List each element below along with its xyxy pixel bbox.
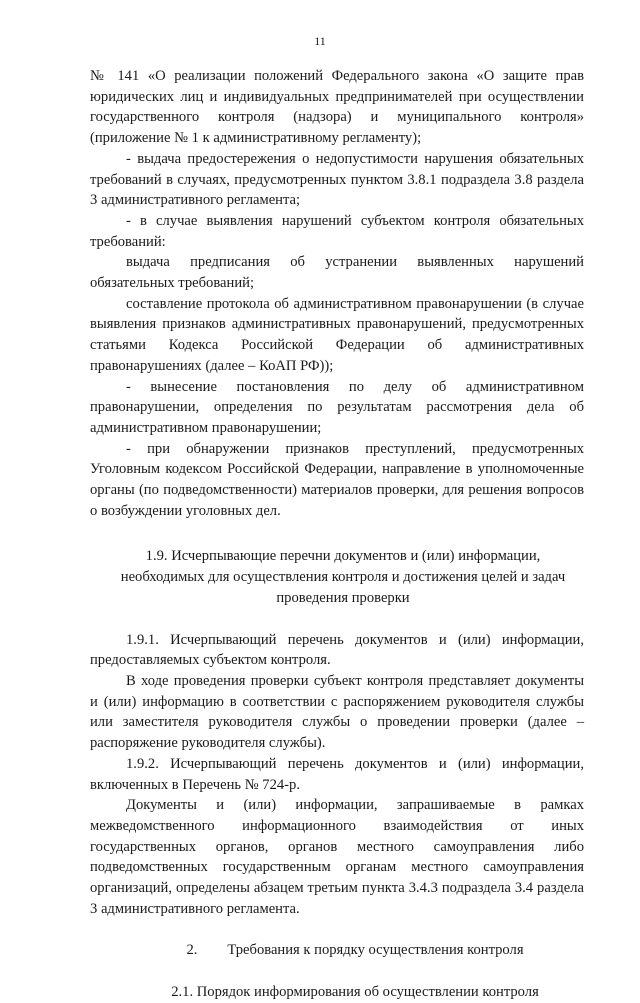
section-number: 2. bbox=[186, 942, 198, 959]
paragraph: составление протокола об административном правонарушении (в случае выявления признаков административных правонарушений, предусмотренных статьями Кодекса Российской Федерации об административных правонарушениях (далее – КоАП РФ)); bbox=[90, 295, 584, 374]
paragraph: - выдача предостережения о недопустимости нарушения обязательных требований в случаях, предусмотренных пунктом 3.8.1 подраздела 3.8 раздела 3 административного регламента; bbox=[90, 150, 584, 209]
paragraph: - в случае выявления нарушений субъектом контроля обязательных требований: bbox=[90, 212, 584, 250]
paragraph: - вынесение постановления по делу об административном правонарушении, определения по результатам рассмотрения дела об административном правонарушении; bbox=[90, 378, 584, 436]
paragraph: Документы и (или) информации, запрашиваемые в рамках межведомственного информационного взаимодействия от иных государственных органов, органов местного самоуправления либо подведомственных государственным органам местного самоуправления организаций, определены абзацем третьим пункта 3.4.3 подраздела 3.4 раздела 3 административного регламента. bbox=[90, 797, 584, 917]
document-body bbox=[90, 66, 584, 1003]
section-title: Требования к порядку осуществления контроля bbox=[227, 942, 524, 959]
section-heading-1-9: 1.9. Исчерпывающие перечни документов и (или) информации, необходимых для осуществления контроля и достижения целей и задач проведения проверки bbox=[120, 548, 566, 606]
page-number: 11 bbox=[314, 34, 326, 48]
paragraph: 1.9.1. Исчерпывающий перечень документов и (или) информации, предоставляемых субъектом контроля. bbox=[90, 631, 584, 669]
subsection-heading-2-1: 2.1. Порядок информирования об осуществлении контроля bbox=[171, 984, 539, 1001]
paragraph: № 141 «О реализации положений Федерального закона «О защите прав юридических лиц и индивидуальных предпринимателей при осуществлении государственного контроля (надзора) и муниципального контроля» (приложение № 1 к административному регламенту); bbox=[90, 68, 584, 147]
paragraph: - при обнаружении признаков преступлений, предусмотренных Уголовным кодексом Российской Федерации, направление в уполномоченные органы (по подведомственности) материалов проверки, для решения вопросов о возбуждении уголовных дел. bbox=[90, 440, 584, 519]
paragraph: выдача предписания об устранении выявленных нарушений обязательных требований; bbox=[90, 254, 584, 292]
paragraph: В ходе проведения проверки субъект контроля представляет документы и (или) информацию в соответствии с распоряжением руководителя службы или заместителя руководителя службы о проведении проверки (далее – распоряжение руководителя службы). bbox=[90, 672, 584, 752]
paragraph: 1.9.2. Исчерпывающий перечень документов и (или) информации, включенных в Перечень № 724-р. bbox=[90, 755, 584, 793]
section-heading-2 bbox=[90, 940, 584, 961]
